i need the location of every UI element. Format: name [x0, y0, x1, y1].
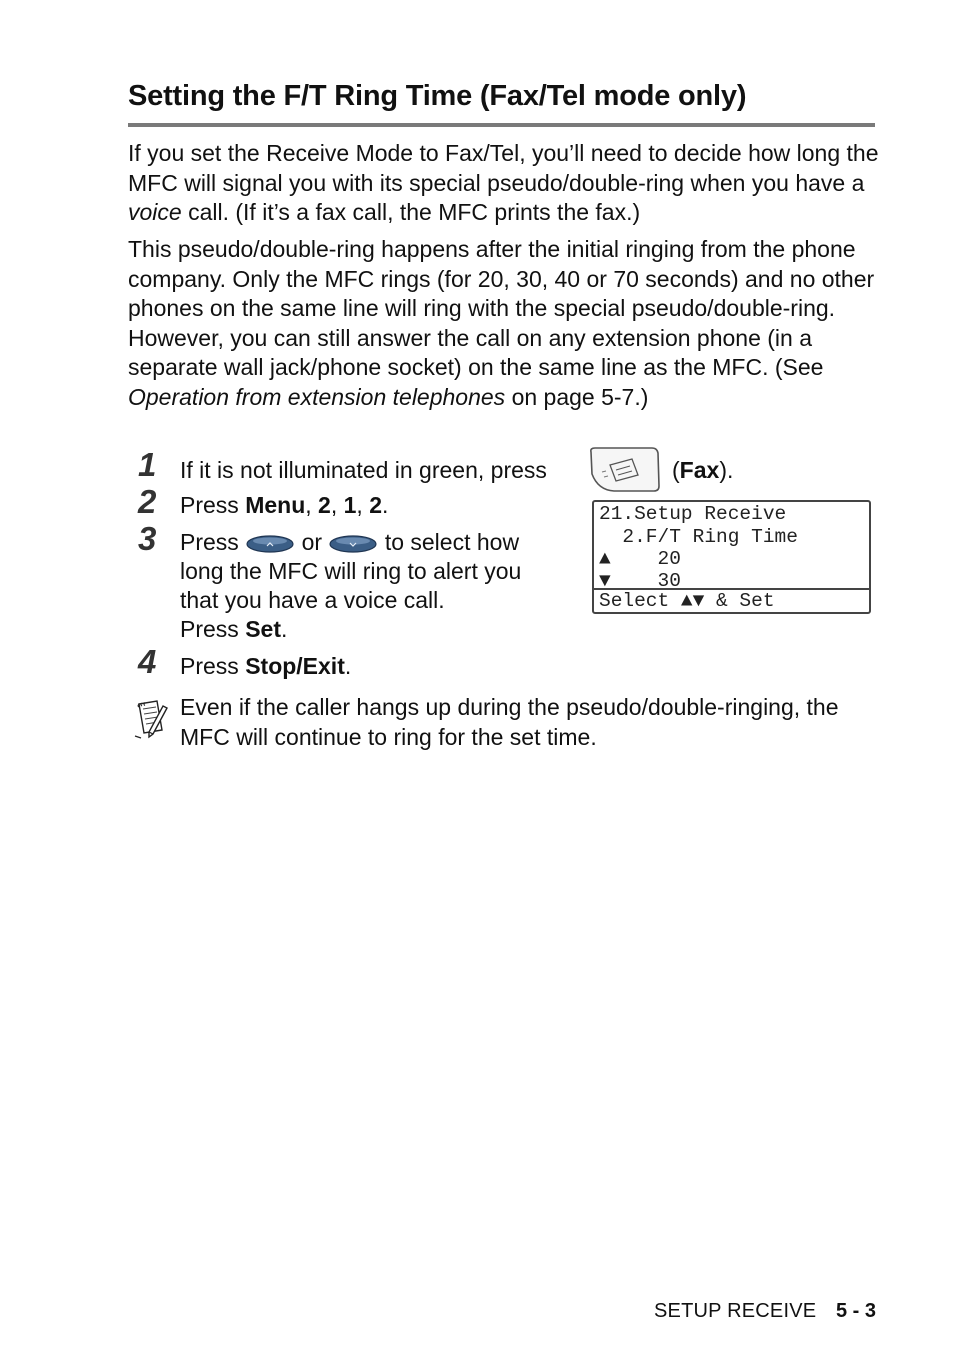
note-text: Even if the caller hangs up during the pseudo/double-ringing, the MFC will continue to ring for the set time.: [180, 694, 839, 750]
lcd-line-1: 21.Setup Receive: [599, 503, 787, 525]
step-1-text: [180, 456, 547, 485]
set-key: Set: [245, 616, 281, 642]
intro-text: on page 5-7.): [505, 383, 649, 410]
step-3-line-2: long the MFC will ring to alert you: [180, 558, 522, 584]
note-pencil-icon: [133, 698, 171, 740]
step-number-2: 2: [138, 483, 157, 520]
intro-paragraph-1: [128, 139, 880, 228]
footer-page-number: 5 - 3: [836, 1300, 877, 1322]
lcd-display: [592, 500, 871, 614]
up-arrow-key-icon: [245, 534, 295, 554]
cross-reference: Operation from extension telephones: [128, 383, 506, 410]
menu-key: Menu: [245, 492, 306, 518]
lcd-line-2: 2.F/T Ring Time: [599, 526, 798, 548]
lcd-footer: Select ▲▼ & Set: [594, 588, 869, 612]
key-2: 2: [318, 492, 331, 518]
step-3-line-1: Press or to select how: [180, 529, 520, 555]
step-number-1: 1: [138, 446, 157, 483]
step-3-line-4: Press Set.: [180, 616, 288, 642]
fax-key-name: Fax: [679, 457, 720, 483]
key-1: 1: [343, 492, 357, 518]
fax-key-icon: [586, 446, 662, 494]
step-2-text: Press Menu, 2, 1, 2.: [180, 492, 389, 518]
intro-text: If you set the Receive Mode to Fax/Tel, you’ll need to decide how long the MFC will signal you with its special pseudo/double-ring when you have a: [128, 140, 879, 196]
key-2b: 2: [369, 492, 382, 518]
section-title: Setting the F/T Ring Time (Fax/Tel mode only): [128, 80, 747, 112]
step-text: If it is not illuminated in green, press: [180, 457, 547, 483]
down-arrow-key-icon: [328, 534, 378, 554]
voice-emphasis: voice: [128, 199, 182, 225]
lcd-line-4: ▼ 30: [599, 570, 681, 592]
intro-text: call. (If it’s a fax call, the MFC prints the fax.): [181, 199, 641, 225]
footer-section-label: SETUP RECEIVE: [654, 1300, 817, 1322]
step-3-line-3: that you have a voice call.: [180, 587, 445, 613]
stop-exit-key: Stop/Exit: [245, 653, 345, 679]
title-underline: [128, 123, 875, 127]
lcd-line-3: ▲ 20: [599, 548, 681, 570]
intro-text: This pseudo/double-ring happens after the initial ringing from the phone company. Only the MFC rings (for 20, 30, 40 or 70 seconds) and no other phones on the same line will ring with the special pseudo/double-ring. However, you can still answer the call on any extension phone (in a separate wall jack/phone socket) on the same line as the MFC. (See: [128, 236, 875, 380]
intro-paragraph-2: [128, 235, 880, 412]
step-number-3: 3: [138, 520, 157, 557]
step-4-text: Press Stop/Exit.: [180, 653, 352, 679]
step-number-4: 4: [138, 643, 157, 680]
fax-key-label: (Fax).: [672, 457, 734, 483]
